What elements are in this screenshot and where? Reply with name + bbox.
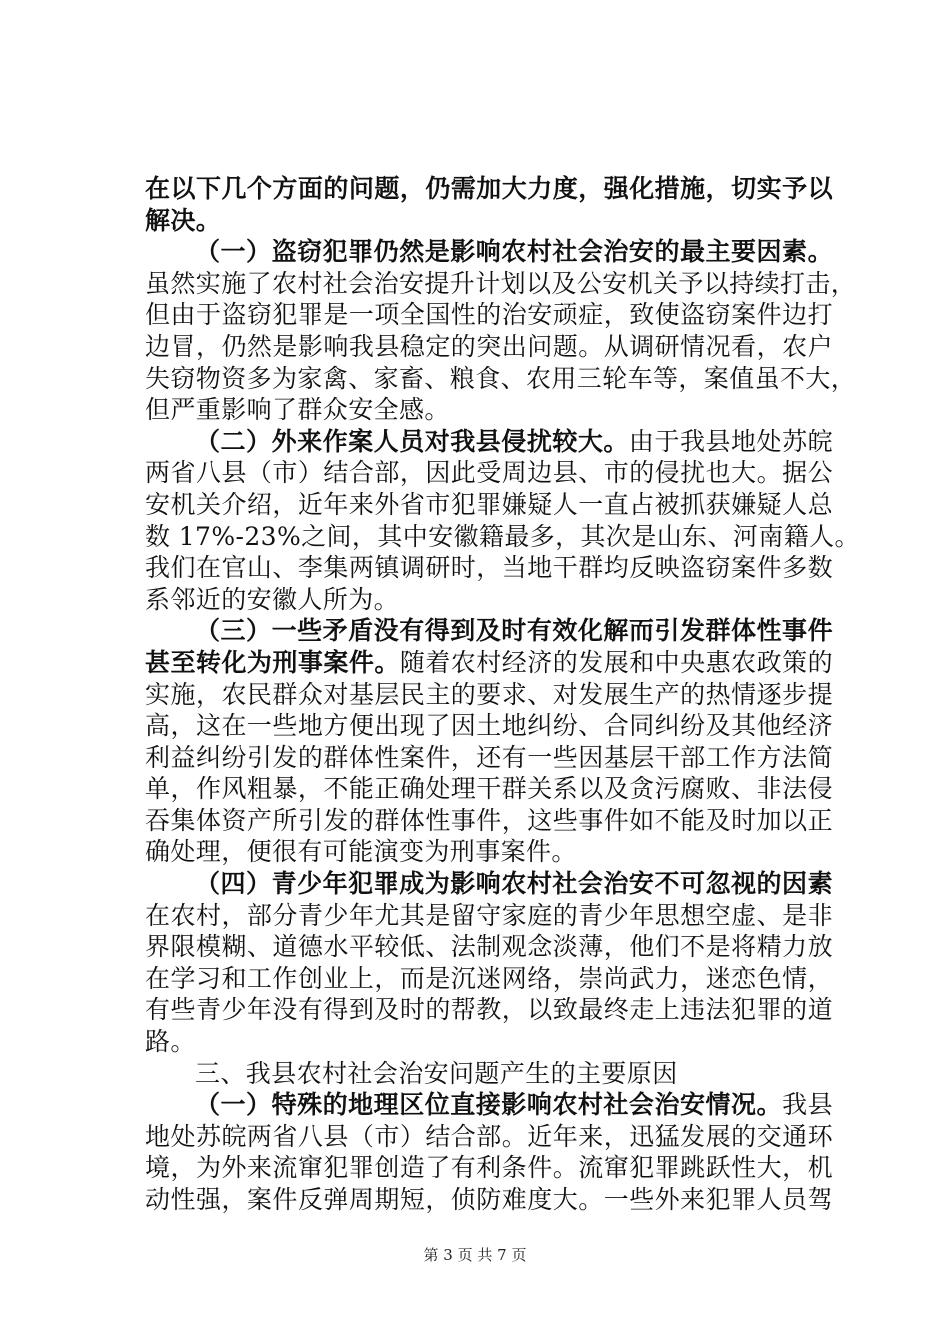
text-run: 我县	[782, 1090, 833, 1120]
page-footer: 第 3 页 共 7 页	[423, 1246, 527, 1264]
text-line	[145, 1184, 833, 1216]
text-run: 我们在官山、李集两镇调研时，当地干群均反映盗窃案件多数	[145, 553, 833, 583]
text-line	[145, 1058, 833, 1090]
bold-text-run: （二）外来作案人员对我县侵扰较大。	[195, 426, 629, 456]
text-line	[145, 173, 833, 205]
text-line	[145, 1152, 833, 1184]
text-run: 实施，农民群众对基层民主的要求、对发展生产的热情逐步提	[145, 679, 833, 709]
text-run: 在学习和工作创业上，而是沉迷网络，崇尚武力，迷恋色情，	[145, 963, 833, 993]
text-run: 有些青少年没有得到及时的帮教，以致最终走上违法犯罪的道	[145, 995, 833, 1025]
text-line	[145, 994, 833, 1026]
text-run: 随着农村经济的发展和中央惠农政策的	[399, 647, 833, 677]
text-line	[145, 457, 833, 489]
bold-text-run: 解决。	[145, 205, 222, 235]
text-run: 境，为外来流窜犯罪创造了有利条件。流窜犯罪跳跃性大，机	[145, 1153, 833, 1183]
text-run: 安机关介绍，近年来外省市犯罪嫌疑人一直占被抓获嫌疑人总	[145, 489, 833, 519]
bold-text-run: 甚至转化为刑事案件。	[145, 647, 400, 677]
text-line	[145, 679, 833, 711]
text-line	[145, 615, 833, 647]
text-run: 吞集体资产所引发的群体性事件，这些事件如不能及时加以正	[145, 805, 833, 835]
text-line	[145, 268, 857, 300]
text-line	[145, 394, 833, 426]
text-line	[145, 1089, 833, 1121]
text-run: 但严重影响了群众安全感。	[145, 395, 450, 425]
text-line	[145, 836, 833, 868]
text-run: 系邻近的安徽人所为。	[145, 584, 400, 614]
text-line	[145, 805, 833, 837]
bold-text-run: （一）盗窃犯罪仍然是影响农村社会治安的最主要因素。	[195, 237, 833, 267]
text-run: 由于我县地处苏皖	[628, 426, 833, 456]
text-run: 利益纠纷引发的群体性案件，还有一些因基层干部工作方法简	[145, 742, 833, 772]
text-line	[145, 584, 833, 616]
text-run: 界限模糊、道德水平较低、法制观念淡薄，他们不是将精力放	[145, 932, 833, 962]
text-line	[145, 489, 833, 521]
text-line	[145, 205, 833, 237]
text-line	[145, 299, 833, 331]
text-run: 地处苏皖两省八县（市）结合部。近年来，迅猛发展的交通环	[145, 1121, 833, 1151]
text-line	[145, 742, 833, 774]
text-line	[145, 331, 833, 363]
text-run: 确处理，便很有可能演变为刑事案件。	[145, 837, 577, 867]
text-run: 动性强，案件反弹周期短，侦防难度大。一些外来犯罪人员驾	[145, 1185, 833, 1214]
bold-text-run: （四）青少年犯罪成为影响农村社会治安不可忽视的因素	[195, 869, 833, 899]
bold-text-run: （一）特殊的地理区位直接影响农村社会治安情况。	[195, 1090, 783, 1120]
text-line	[145, 236, 833, 268]
text-run: 失窃物资多为家禽、家畜、粮食、农用三轮车等，案值虽不大，	[145, 363, 857, 393]
text-line	[145, 647, 833, 679]
document-body	[145, 173, 860, 1216]
text-line	[145, 552, 833, 584]
text-run: 在农村，部分青少年尤其是留守家庭的青少年思想空虚、是非	[145, 900, 833, 930]
text-run: 单，作风粗暴，不能正确处理干群关系以及贪污腐败、非法侵	[145, 774, 833, 804]
text-line	[145, 773, 833, 805]
text-line	[145, 900, 833, 932]
text-run: 高，这在一些地方便出现了因土地纠纷、合同纠纷及其他经济	[145, 711, 833, 741]
text-run: 但由于盗窃犯罪是一项全国性的治安顽症，致使盗窃案件边打	[145, 300, 833, 330]
text-run: 边冒，仍然是影响我县稳定的突出问题。从调研情况看，农户	[145, 331, 833, 361]
text-line	[145, 931, 833, 963]
bold-text-run: 在以下几个方面的问题，仍需加大力度，强化措施，切实予以	[145, 174, 833, 203]
text-run: 路。	[145, 1027, 196, 1057]
bold-text-run: （三）一些矛盾没有得到及时有效化解而引发群体性事件	[195, 616, 833, 646]
text-line	[145, 1121, 833, 1153]
text-run: 数 17%-23%之间，其中安徽籍最多，其次是山东、河南籍人。	[145, 521, 860, 551]
text-run: 两省八县（市）结合部，因此受周边县、市的侵扰也大。据公	[145, 458, 833, 488]
text-line	[145, 521, 860, 553]
text-line	[145, 710, 833, 742]
text-line	[145, 426, 833, 458]
text-line	[145, 963, 833, 995]
text-run: 虽然实施了农村社会治安提升计划以及公安机关予以持续打击，	[145, 268, 857, 298]
text-line	[145, 868, 833, 900]
text-run: 三、我县农村社会治安问题产生的主要原因	[195, 1058, 678, 1088]
text-line	[145, 1026, 833, 1058]
text-line	[145, 363, 857, 395]
